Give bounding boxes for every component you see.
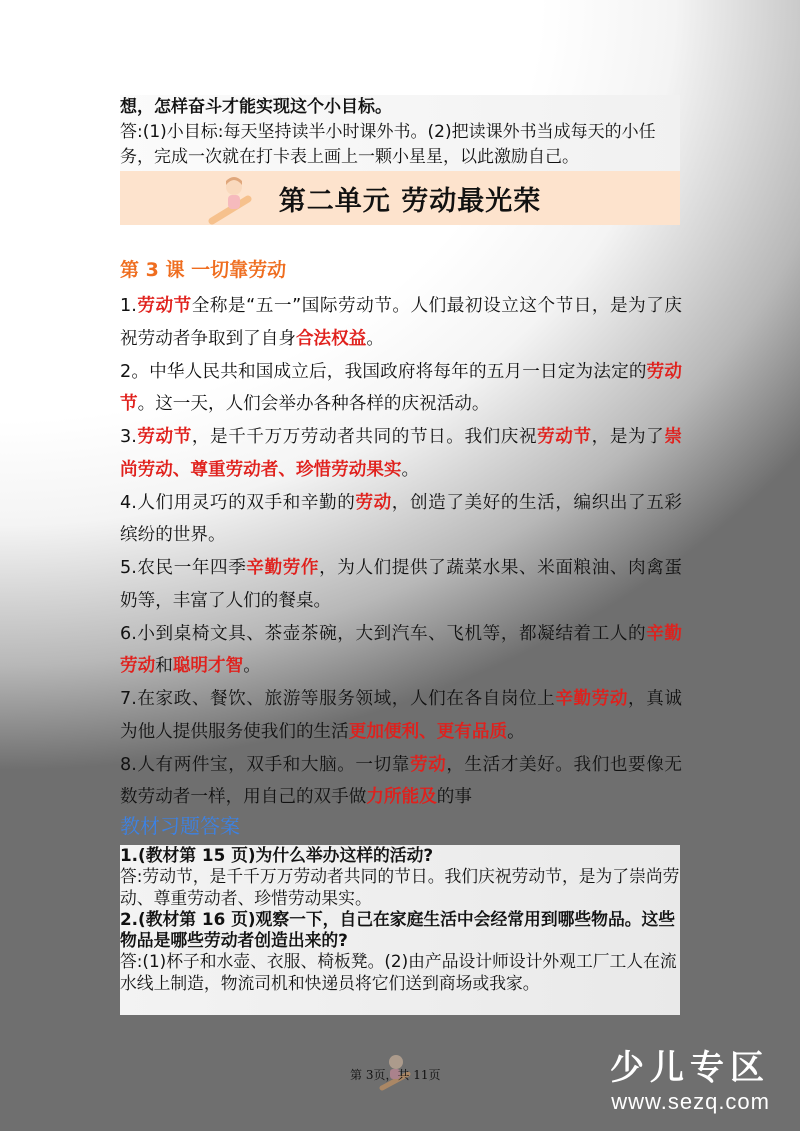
item-text: 。 (366, 328, 384, 349)
item-text: 1. (120, 296, 137, 316)
item-text: 2。中华人民共和国成立后，我国政府将每年的五月一日定为法定的 (120, 361, 647, 382)
highlighted-keyword: 聪明才智 (172, 656, 244, 676)
exercise-answer: 答:(1)杯子和水壶、衣服、椅板凳。(2)由产品设计师设计外观工厂工人在流水线上制造，物流司机和快递员将它们送到商场或我家。 (120, 951, 677, 993)
item-text: ，生活才美好。我们也要像无数劳动者一样，用自己的双手做 (120, 754, 682, 807)
answer-text: 答:(1)小目标:每天坚持读半小时课外书。(2)把读课外书当成每天的小任务，完成一次就在打卡表上画上一颗小星星，以此激励自己。 (120, 122, 656, 167)
highlighted-keyword: 崇尚劳动、尊重劳动者、珍惜劳动果实 (120, 427, 682, 480)
highlighted-keyword: 力所能及 (366, 787, 437, 807)
item-text: 7.在家政、餐饮、旅游等服务领域，人们在各自岗位上 (120, 689, 556, 709)
highlighted-keyword: 劳动节 (136, 296, 192, 316)
item-text: 和 (155, 656, 173, 676)
lesson-title: 第 3 课 一切靠劳动 (120, 259, 287, 281)
knowledge-point-item (120, 421, 682, 486)
girl-on-pencil-icon (208, 175, 258, 225)
unit-title: 第二单元 劳动最光荣 (278, 185, 542, 217)
item-text: 4.人们用灵巧的双手和辛勤的 (120, 492, 356, 513)
knowledge-point-item (120, 356, 682, 421)
exercise-question: 1.(教材第 15 页)为什么举办这样的活动? (120, 845, 434, 865)
item-text: ，是千千万万劳动者共同的节日。我们庆祝 (191, 427, 538, 447)
watermark-name: 少儿专区 (610, 1048, 770, 1088)
knowledge-point-item (120, 749, 682, 814)
highlighted-keyword: 辛勤劳动 (555, 689, 629, 709)
knowledge-points-list (120, 290, 682, 814)
highlighted-keyword: 劳动 (409, 754, 447, 775)
highlighted-keyword: 劳动节 (136, 427, 192, 447)
question-text: 想，怎样奋斗才能实现这个小目标。 (120, 97, 392, 117)
item-text: ，真诚为他人提供服务使我们的生活 (120, 689, 682, 742)
exercise-question: 2.(教材第 16 页)观察一下，自己在家庭生活中会经常用到哪些物品。这些物品是哪些劳动者创造出来的? (120, 908, 676, 951)
knowledge-point-item (120, 552, 682, 617)
highlighted-keyword: 劳动 (355, 492, 392, 513)
item-text: 。这一天，人们会举办各种各样的庆祝活动。 (137, 394, 490, 414)
item-text: 。 (401, 459, 420, 480)
knowledge-point-item (120, 618, 682, 683)
item-text: 3. (120, 427, 137, 447)
unit-banner (120, 171, 680, 225)
watermark (610, 1040, 770, 1115)
item-text: 5.农民一年四季 (120, 558, 247, 578)
exercise-answers-block (120, 845, 680, 1015)
item-text: ，是为了 (591, 427, 665, 447)
knowledge-point-item (120, 487, 682, 552)
item-text: ，创造了美好的生活，编织出了五彩缤纷的世界。 (120, 492, 682, 545)
highlighted-keyword: 辛勤劳动 (120, 623, 682, 676)
highlighted-keyword: 辛勤劳作 (246, 558, 320, 578)
item-text: 8.人有两件宝，双手和大脑。一切靠 (120, 754, 410, 775)
highlighted-keyword: 更加便利、更有品质 (348, 721, 508, 742)
highlighted-keyword: 劳动节 (120, 361, 682, 414)
item-text: 。 (243, 656, 261, 676)
highlighted-keyword: 合法权益 (295, 328, 367, 349)
previous-question-block (120, 95, 680, 171)
watermark-url: www.sezq.com (611, 1089, 770, 1114)
page-number: 第 3页，共 11页 (350, 1068, 441, 1082)
item-text: 的事 (436, 787, 472, 807)
item-text: 全称是“五一”国际劳动节。人们最初设立这个节日，是为了庆祝劳动者争取到了自身 (120, 296, 682, 349)
exercise-section-title: 教材习题答案 (120, 814, 240, 838)
knowledge-point-item (120, 290, 682, 355)
item-text: 。 (507, 721, 525, 742)
item-text: ，为人们提供了蔬菜水果、米面粮油、肉禽蛋奶等，丰富了人们的餐桌。 (120, 558, 682, 611)
item-text: 6.小到桌椅文具、茶壶茶碗，大到汽车、飞机等，都凝结着工人的 (120, 623, 647, 644)
exercise-answer: 答:劳动节，是千千万万劳动者共同的节日。我们庆祝劳动节，是为了崇尚劳动、尊重劳动者、珍惜劳动果实。 (120, 866, 680, 908)
knowledge-point-item (120, 683, 682, 748)
highlighted-keyword: 劳动节 (537, 427, 592, 447)
